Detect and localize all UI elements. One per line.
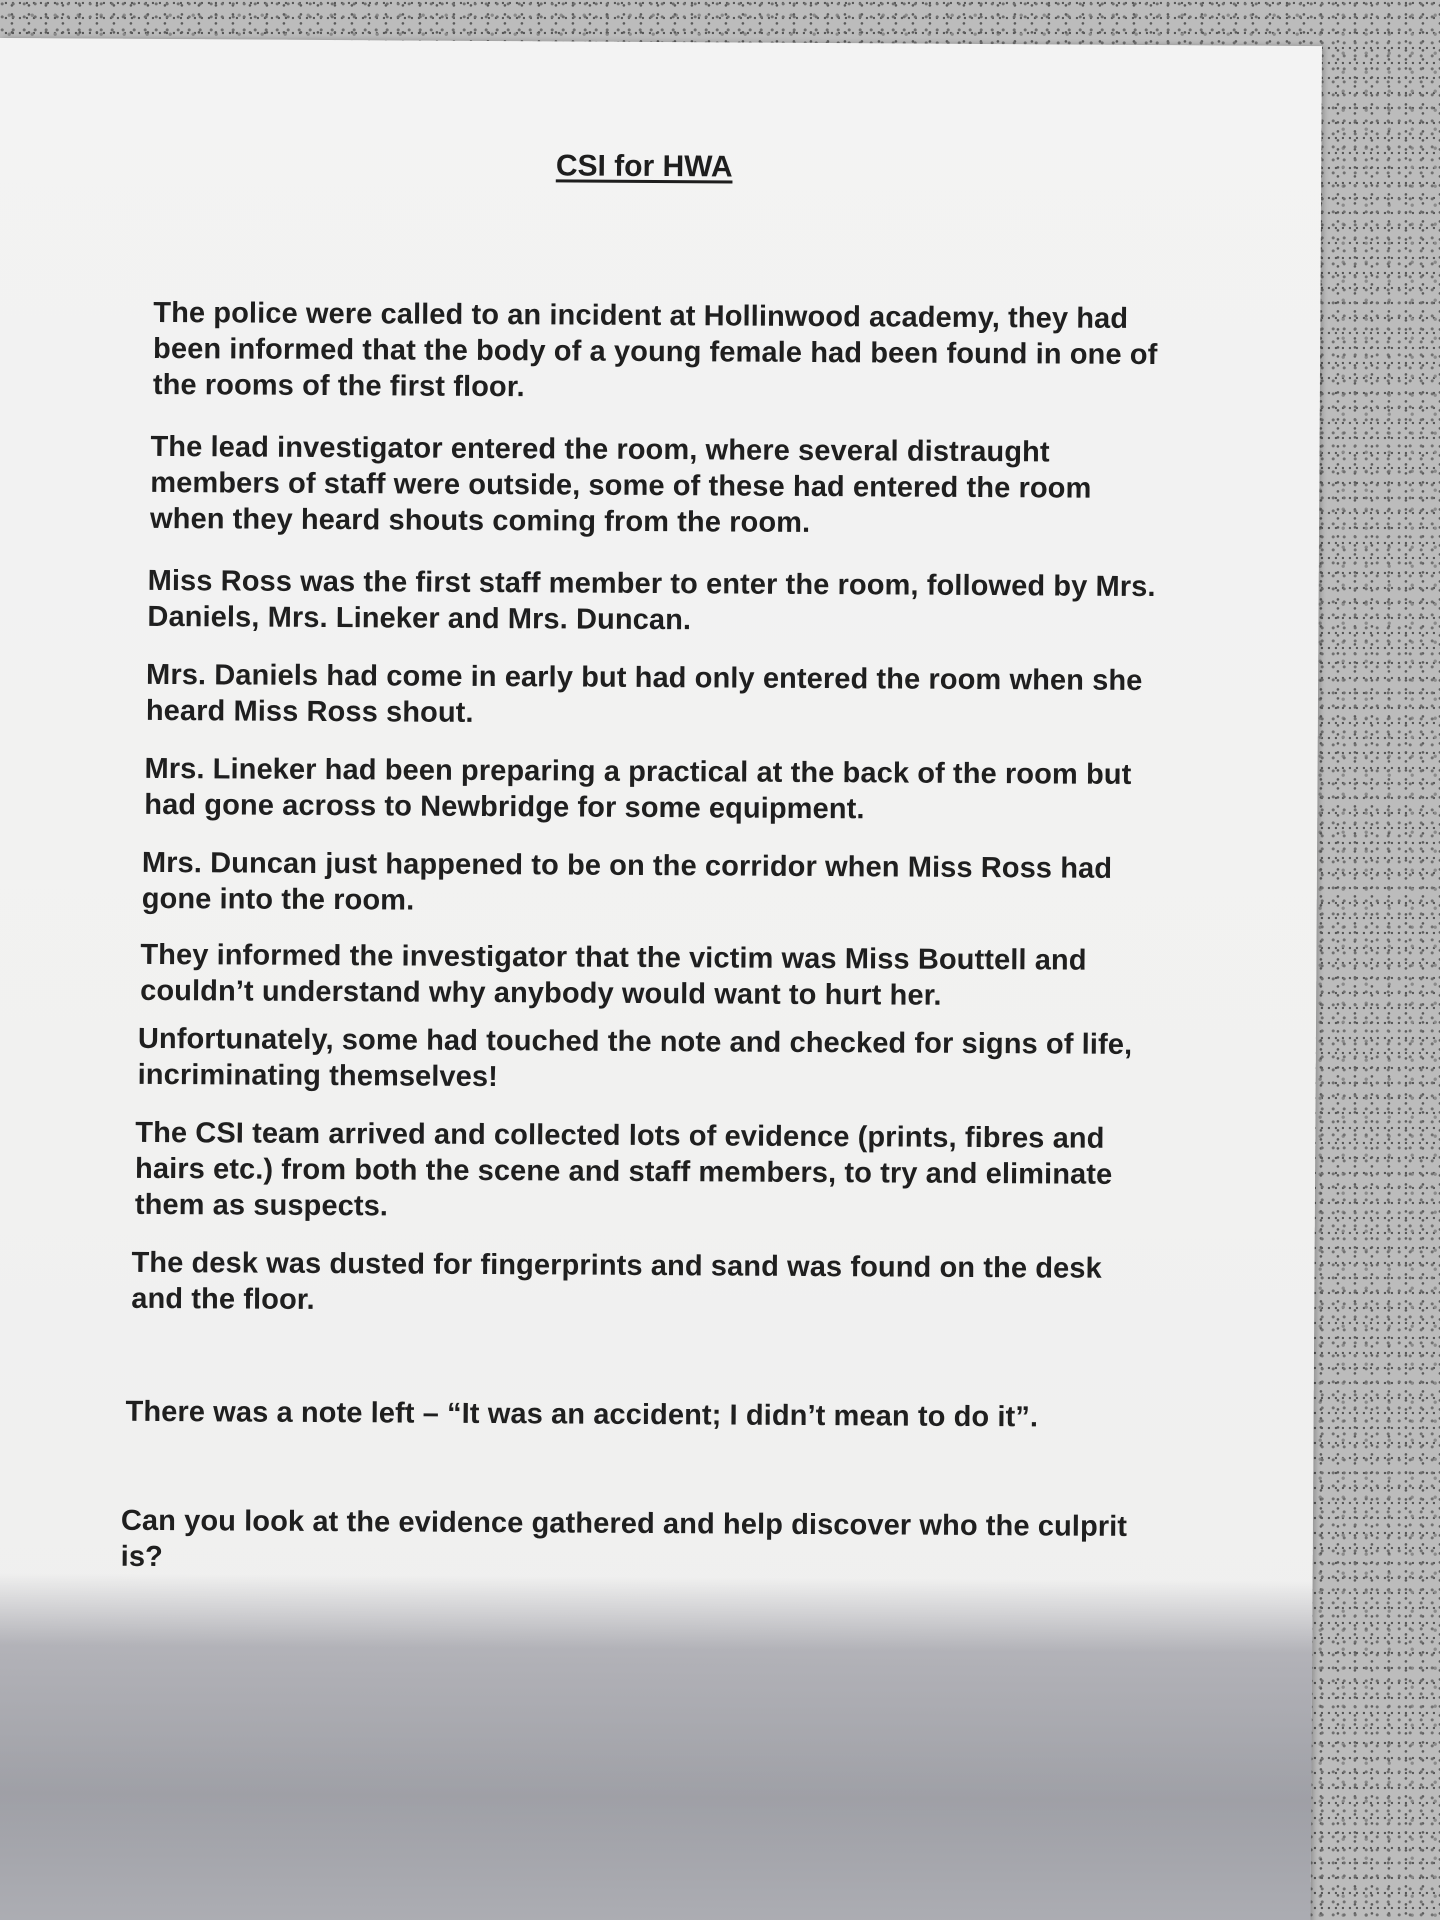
paragraph-lead-investigator: The lead investigator entered the room, where several distraught members of staff were outside, some of these had entered the room when they heard shouts coming from the room. <box>149 430 1092 539</box>
paragraph-mrs-daniels: Mrs. Daniels had come in early but had only entered the room when she heard Miss Ross shout. <box>145 658 1143 729</box>
paragraph-csi-team: The CSI team arrived and collected lots of evidence (prints, fibres and hairs etc.) from both the scene and staff members, to try and eliminate them as suspects. <box>134 1116 1113 1223</box>
document-title: CSI for HWA <box>555 149 733 184</box>
paragraph-miss-ross: Miss Ross was the first staff member to enter the room, followed by Mrs. Daniels, Mrs. Lineker and Mrs. Duncan. <box>147 564 1156 637</box>
paragraph-question: Can you look at the evidence gathered and help discover who the culprit is? <box>120 1504 1128 1574</box>
paragraph-mrs-duncan: Mrs. Duncan just happened to be on the corridor when Miss Ross had gone into the room. <box>141 846 1113 917</box>
paragraph-touched-note: Unfortunately, some had touched the note and checked for signs of life, incriminating themselves! <box>137 1022 1133 1094</box>
paragraph-desk-dusted: The desk was dusted for fingerprints and sand was found on the desk and the floor. <box>131 1246 1102 1316</box>
phone-shadow <box>0 1573 1321 1920</box>
paragraph-incident: The police were called to an incident at Hollinwood academy, they had been informed that the body of a young female had been found in one of the rooms of the first floor. <box>152 296 1158 404</box>
paragraph-note-left: There was a note left – “It was an accident; I didn’t mean to do it”. <box>125 1395 1039 1434</box>
paper-sheet <box>0 38 1322 1920</box>
paragraph-victim: They informed the investigator that the victim was Miss Bouttell and couldn’t understand why anybody would want to hurt her. <box>140 938 1087 1012</box>
paragraph-mrs-lineker: Mrs. Lineker had been preparing a practical at the back of the room but had gone across to Newbridge for some equipment. <box>144 752 1132 826</box>
